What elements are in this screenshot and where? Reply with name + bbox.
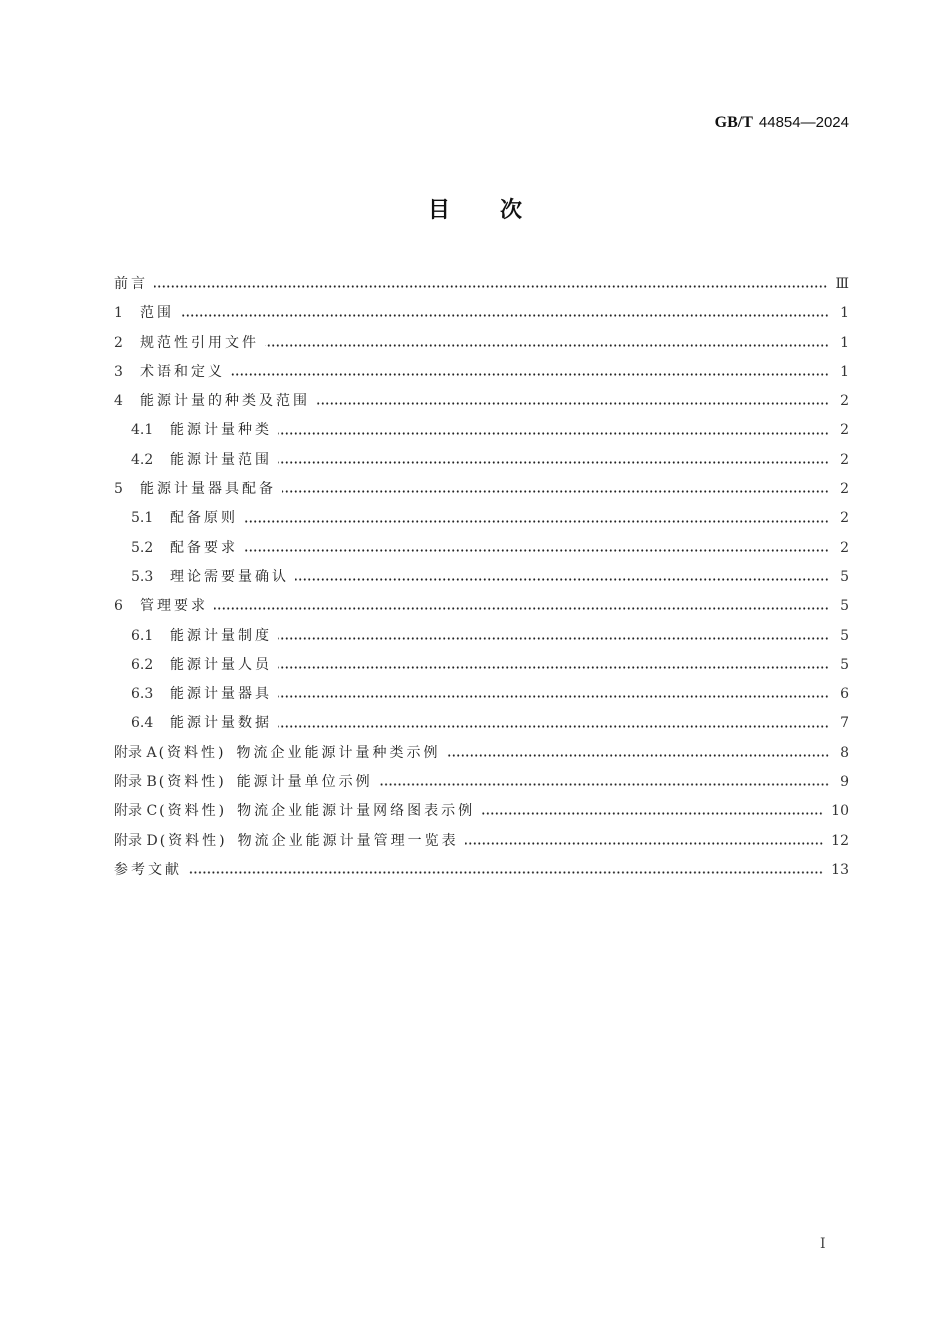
- dot-leader: [282, 490, 829, 493]
- toc-entry-5-2[interactable]: [114, 534, 849, 563]
- toc-entry-label: 能源计量人员: [170, 656, 272, 673]
- toc-entry-appendix-d[interactable]: [114, 827, 849, 856]
- toc-entry-label: 物流企业能源计量网络图表示例: [237, 803, 476, 820]
- dot-leader: [379, 783, 829, 786]
- toc-entry-5-3[interactable]: [114, 563, 849, 592]
- toc-entry-label: 规范性引用文件: [140, 334, 259, 351]
- toc-entry-page: 12: [831, 832, 849, 849]
- toc-entry-number: 6.4: [131, 715, 154, 732]
- dot-leader: [244, 520, 829, 523]
- dot-leader: [278, 432, 829, 435]
- appendix-type-tag: (资料性): [158, 774, 227, 791]
- toc-entry-label: 能源计量单位示例: [236, 774, 373, 791]
- toc-entry-label: 配备原则: [170, 510, 238, 527]
- toc-entry-page: 6: [840, 686, 849, 703]
- toc-entry-number: 4.1: [131, 422, 154, 439]
- toc-entry-appendix-a[interactable]: [114, 739, 849, 768]
- toc-entry-5[interactable]: [114, 475, 849, 504]
- dot-leader: [231, 373, 829, 376]
- toc-entry-4[interactable]: [114, 387, 849, 416]
- toc-entry-appendix-c[interactable]: [114, 797, 849, 826]
- standard-code: [715, 113, 849, 132]
- toc-entry-page: 10: [831, 803, 849, 820]
- toc-entry-number: 附录 B: [114, 774, 157, 791]
- toc-entry-number: 附录 A: [114, 744, 157, 761]
- toc-entry-page: 8: [840, 744, 849, 761]
- dot-leader: [278, 666, 829, 669]
- dot-leader: [278, 695, 829, 698]
- toc-entry-label: 能源计量数据: [170, 715, 272, 732]
- toc-entry-page: 5: [840, 656, 849, 673]
- toc-entry-number: 6.1: [131, 627, 154, 644]
- toc-entry-page: 2: [840, 451, 849, 468]
- dot-leader: [154, 285, 827, 288]
- dot-leader: [214, 607, 829, 610]
- toc-entry-foreword[interactable]: [114, 270, 849, 299]
- toc-entry-number: 5: [114, 481, 123, 498]
- toc-entry-number: 5.3: [131, 568, 154, 585]
- toc-entry-number: 6: [114, 598, 123, 615]
- table-of-contents: [114, 270, 849, 885]
- toc-entry-label: 管理要求: [140, 598, 208, 615]
- toc-entry-label: 物流企业能源计量种类示例: [236, 744, 441, 761]
- dot-leader: [465, 842, 824, 845]
- toc-entry-label: 范围: [140, 305, 174, 322]
- page-title: 目次: [427, 198, 572, 223]
- toc-entry-number: 3: [114, 363, 123, 380]
- toc-entry-6-3[interactable]: [114, 680, 849, 709]
- toc-entry-number: 6.3: [131, 686, 154, 703]
- toc-entry-page: 2: [840, 393, 849, 410]
- toc-entry-2[interactable]: [114, 329, 849, 358]
- dot-leader: [180, 314, 829, 317]
- standard-prefix: GB/T: [714, 114, 753, 131]
- toc-entry-references[interactable]: [114, 856, 849, 885]
- toc-entry-4-2[interactable]: [114, 446, 849, 475]
- toc-entry-6-2[interactable]: [114, 651, 849, 680]
- dot-leader: [481, 812, 823, 815]
- toc-entry-number: 5.1: [131, 510, 154, 527]
- toc-entry-number: 4: [114, 393, 123, 410]
- page-number: I: [820, 1236, 826, 1252]
- dot-leader: [244, 549, 829, 552]
- toc-entry-page: 2: [840, 539, 849, 556]
- toc-entry-page: 2: [840, 422, 849, 439]
- toc-entry-6-4[interactable]: [114, 709, 849, 738]
- toc-entry-page: 7: [840, 715, 849, 732]
- dot-leader: [278, 637, 829, 640]
- toc-entry-page: 5: [840, 627, 849, 644]
- dot-leader: [265, 344, 829, 347]
- toc-entry-page: 13: [831, 861, 849, 878]
- dot-leader: [278, 461, 829, 464]
- dot-leader: [278, 725, 829, 728]
- toc-entry-page: Ⅲ: [835, 276, 849, 292]
- dot-leader: [188, 871, 823, 874]
- toc-entry-label: 前言: [114, 276, 148, 292]
- toc-entry-label: 能源计量种类: [170, 422, 272, 439]
- toc-entry-4-1[interactable]: [114, 416, 849, 445]
- appendix-type-tag: (资料性): [159, 832, 228, 849]
- toc-entry-page: 1: [840, 363, 849, 380]
- toc-entry-6[interactable]: [114, 592, 849, 621]
- toc-entry-number: 附录 D: [114, 832, 158, 849]
- toc-entry-number: 1: [114, 305, 123, 322]
- toc-entry-number: 6.2: [131, 656, 154, 673]
- toc-entry-label: 参考文献: [114, 861, 182, 878]
- standard-number: 44854—2024: [758, 114, 849, 131]
- toc-entry-label: 能源计量制度: [170, 627, 272, 644]
- toc-entry-number: 2: [114, 334, 123, 351]
- toc-entry-label: 能源计量器具: [170, 686, 272, 703]
- toc-entry-label: 理论需要量确认: [170, 568, 289, 585]
- appendix-type-tag: (资料性): [159, 803, 228, 820]
- toc-entry-page: 1: [840, 305, 849, 322]
- toc-entry-page: 2: [840, 481, 849, 498]
- toc-entry-1[interactable]: [114, 299, 849, 328]
- toc-entry-5-1[interactable]: [114, 504, 849, 533]
- toc-entry-label: 配备要求: [170, 539, 238, 556]
- toc-entry-label: 术语和定义: [140, 363, 225, 380]
- toc-entry-label: 能源计量器具配备: [140, 481, 276, 498]
- toc-entry-page: 1: [840, 334, 849, 351]
- toc-entry-page: 5: [840, 568, 849, 585]
- toc-entry-label: 能源计量范围: [170, 451, 272, 468]
- toc-entry-appendix-b[interactable]: [114, 768, 849, 797]
- dot-leader: [316, 402, 829, 405]
- toc-entry-number: 5.2: [131, 539, 154, 556]
- toc-entry-number: 4.2: [131, 451, 154, 468]
- toc-entry-6-1[interactable]: [114, 622, 849, 651]
- toc-entry-number: 附录 C: [114, 803, 158, 820]
- toc-entry-page: 9: [840, 774, 849, 791]
- toc-entry-label: 物流企业能源计量管理一览表: [237, 832, 459, 849]
- dot-leader: [295, 578, 829, 581]
- dot-leader: [447, 754, 830, 757]
- toc-entry-3[interactable]: [114, 358, 849, 387]
- appendix-type-tag: (资料性): [158, 744, 227, 761]
- toc-entry-label: 能源计量的种类及范围: [140, 393, 310, 410]
- toc-entry-page: 5: [840, 598, 849, 615]
- toc-entry-page: 2: [840, 510, 849, 527]
